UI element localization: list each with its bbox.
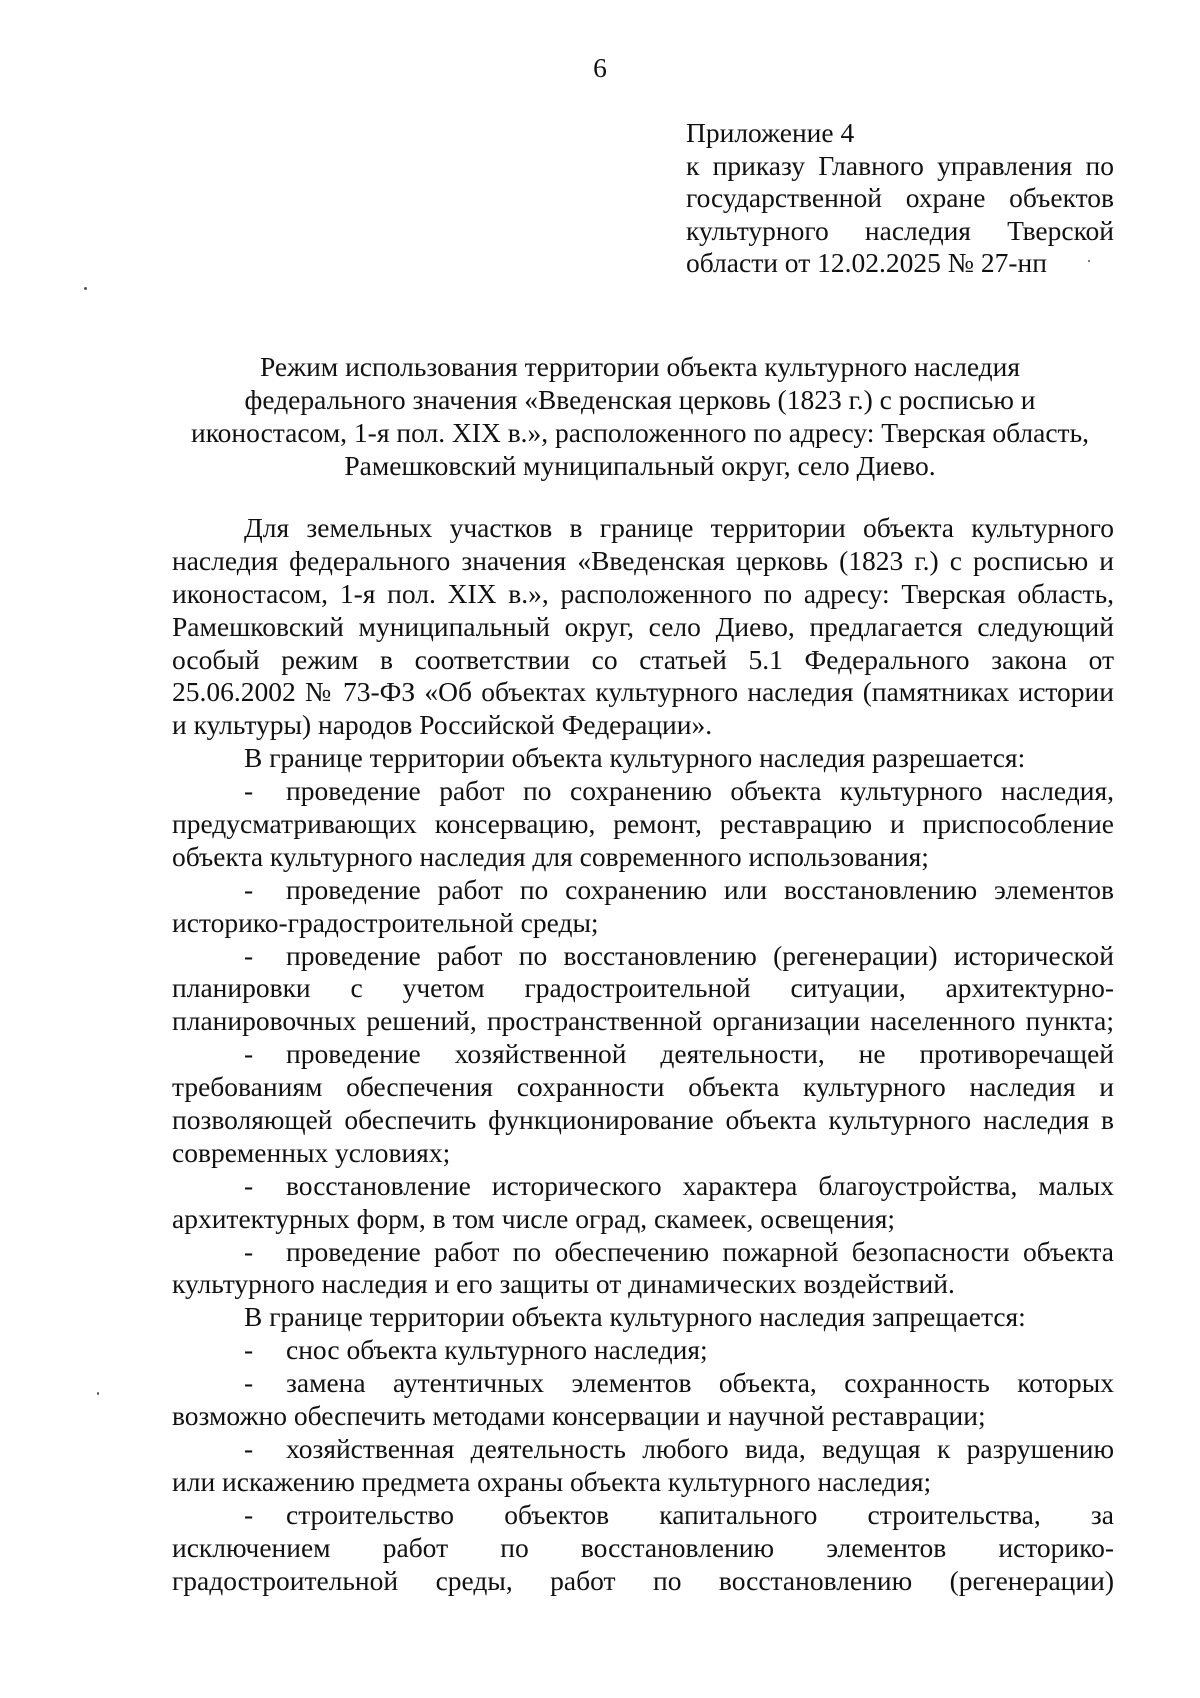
line-text: проведение работ по сохранению объекта культурного наследия, — [286, 775, 1114, 807]
line-text: замена аутентичных элементов объекта, сохранность которых — [286, 1367, 1114, 1399]
body-line — [172, 1400, 1114, 1433]
body-line — [172, 709, 1114, 742]
title-line: федерального значения «Введенская церковь (1823 г.) с росписью и — [244, 384, 1036, 415]
list-item-line — [172, 775, 1114, 808]
body-line — [172, 644, 1114, 677]
line-text: иконостасом, 1-я пол. XIX в.», расположенного по адресу: Тверская область, — [172, 577, 1114, 609]
line-text: объекта культурного наследия для современного использования; — [172, 840, 929, 872]
line-text: планировки с учетом градостроительной ситуации, архитектурно- — [172, 972, 1114, 1004]
appendix-line: государственной охране объектов — [686, 182, 1114, 213]
appendix-header — [686, 117, 1114, 280]
body-line — [172, 578, 1114, 611]
line-text: восстановление исторического характера благоустройства, малых — [286, 1169, 1114, 1201]
list-item-line — [172, 1367, 1114, 1400]
list-item-line — [172, 1038, 1114, 1071]
list-item-line — [172, 1334, 1114, 1367]
list-dash: - — [244, 1038, 254, 1070]
body-line — [172, 1104, 1114, 1137]
list-item-line — [172, 1499, 1114, 1532]
list-dash: - — [244, 1432, 254, 1464]
scan-speck — [97, 1392, 99, 1395]
line-text: градостроительной среды, работ по восстановлению (регенерации) — [172, 1564, 1114, 1596]
body-line — [172, 841, 1114, 874]
document-body — [172, 512, 1114, 1597]
line-text: современных условиях; — [172, 1136, 451, 1168]
scan-speck — [1088, 260, 1090, 262]
line-text: особый режим в соответствии со статьей 5.1 Федерального закона от — [172, 643, 1114, 675]
body-line — [172, 1532, 1114, 1565]
line-text: Для земельных участков в границе территории объекта культурного — [244, 512, 1114, 543]
line-text: исключением работ по восстановлению элементов историко- — [172, 1531, 1114, 1563]
line-text: наследия федерального значения «Введенская церковь (1823 г.) с росписью и — [172, 544, 1114, 576]
scan-speck — [84, 287, 87, 290]
title-line: иконостасом, 1-я пол. XIX в.», расположенного по адресу: Тверская область, — [191, 417, 1089, 448]
line-text: предусматривающих консервацию, ремонт, реставрацию и приспособление — [172, 808, 1114, 840]
body-line — [172, 1071, 1114, 1104]
body-line — [172, 972, 1114, 1005]
line-text: и культуры) народов Российской Федерации». — [172, 709, 713, 741]
list-item-line — [172, 940, 1114, 973]
line-text: или искажению предмета охраны объекта культурного наследия; — [172, 1465, 932, 1497]
line-text: проведение работ по обеспечению пожарной безопасности объекта — [286, 1235, 1114, 1267]
line-text: хозяйственная деятельность любого вида, ведущая к разрушению — [286, 1432, 1114, 1464]
line-text: архитектурных форм, в том числе оград, скамеек, освещения; — [172, 1202, 896, 1234]
document-title — [160, 350, 1120, 482]
line-text: 25.06.2002 № 73-ФЗ «Об объектах культурного наследия (памятниках истории — [172, 676, 1114, 708]
line-text: снос объекта культурного наследия; — [286, 1334, 708, 1366]
list-item-line — [172, 874, 1114, 907]
line-text: проведение работ по сохранению или восстановлению элементов — [286, 873, 1114, 905]
list-dash: - — [244, 1367, 254, 1399]
list-dash: - — [244, 1498, 254, 1530]
list-item-line — [172, 1433, 1114, 1466]
line-text: строительство объектов капитального строительства, за — [286, 1498, 1114, 1530]
list-dash: - — [244, 1235, 254, 1267]
appendix-line: культурного наследия Тверской — [686, 214, 1114, 246]
body-line — [172, 907, 1114, 940]
line-text: культурного наследия и его защиты от динамических воздействий. — [172, 1268, 955, 1300]
body-line — [172, 676, 1114, 709]
body-line — [172, 1301, 1114, 1334]
appendix-line: к приказу Главного управления по — [686, 149, 1114, 181]
body-line — [172, 545, 1114, 578]
appendix-line: Приложение 4 — [686, 117, 855, 148]
title-line: Рамешковский муниципальный округ, село Диево. — [344, 450, 936, 481]
body-line — [172, 1137, 1114, 1170]
title-line: Режим использования территории объекта культурного наследия — [259, 351, 1021, 382]
body-line — [172, 1203, 1114, 1236]
line-text: требованиям обеспечения сохранности объекта культурного наследия и — [172, 1071, 1114, 1103]
line-text: В границе территории объекта культурного наследия запрещается: — [244, 1301, 1026, 1333]
body-line — [172, 1565, 1114, 1598]
list-dash: - — [244, 1334, 254, 1366]
line-text: позволяющей обеспечить функционирование объекта культурного наследия в — [172, 1104, 1114, 1136]
list-item-line — [172, 1170, 1114, 1203]
body-line — [172, 1268, 1114, 1301]
line-text: проведение хозяйственной деятельности, не противоречащей — [286, 1038, 1114, 1070]
body-line — [172, 1466, 1114, 1499]
list-dash: - — [244, 939, 254, 971]
body-line — [172, 611, 1114, 644]
line-text: В границе территории объекта культурного наследия разрешается: — [244, 742, 1026, 774]
page-number: 6 — [593, 52, 607, 83]
body-line — [172, 1005, 1114, 1038]
line-text: планировочных решений, пространственной организации населенного пункта; — [172, 1005, 1114, 1037]
line-text: Рамешковский муниципальный округ, село Диево, предлагается следующий — [172, 610, 1114, 642]
appendix-line: области от 12.02.2025 № 27-нп — [686, 247, 1047, 278]
body-line — [172, 512, 1114, 545]
line-text: историко-градостроительной среды; — [172, 906, 599, 938]
list-dash: - — [244, 873, 254, 905]
body-line — [172, 742, 1114, 775]
line-text: возможно обеспечить методами консервации и научной реставрации; — [172, 1400, 986, 1432]
list-item-line — [172, 1236, 1114, 1269]
line-text: проведение работ по восстановлению (регенерации) исторической — [286, 939, 1114, 971]
list-dash: - — [244, 775, 254, 807]
body-line — [172, 808, 1114, 841]
list-dash: - — [244, 1169, 254, 1201]
